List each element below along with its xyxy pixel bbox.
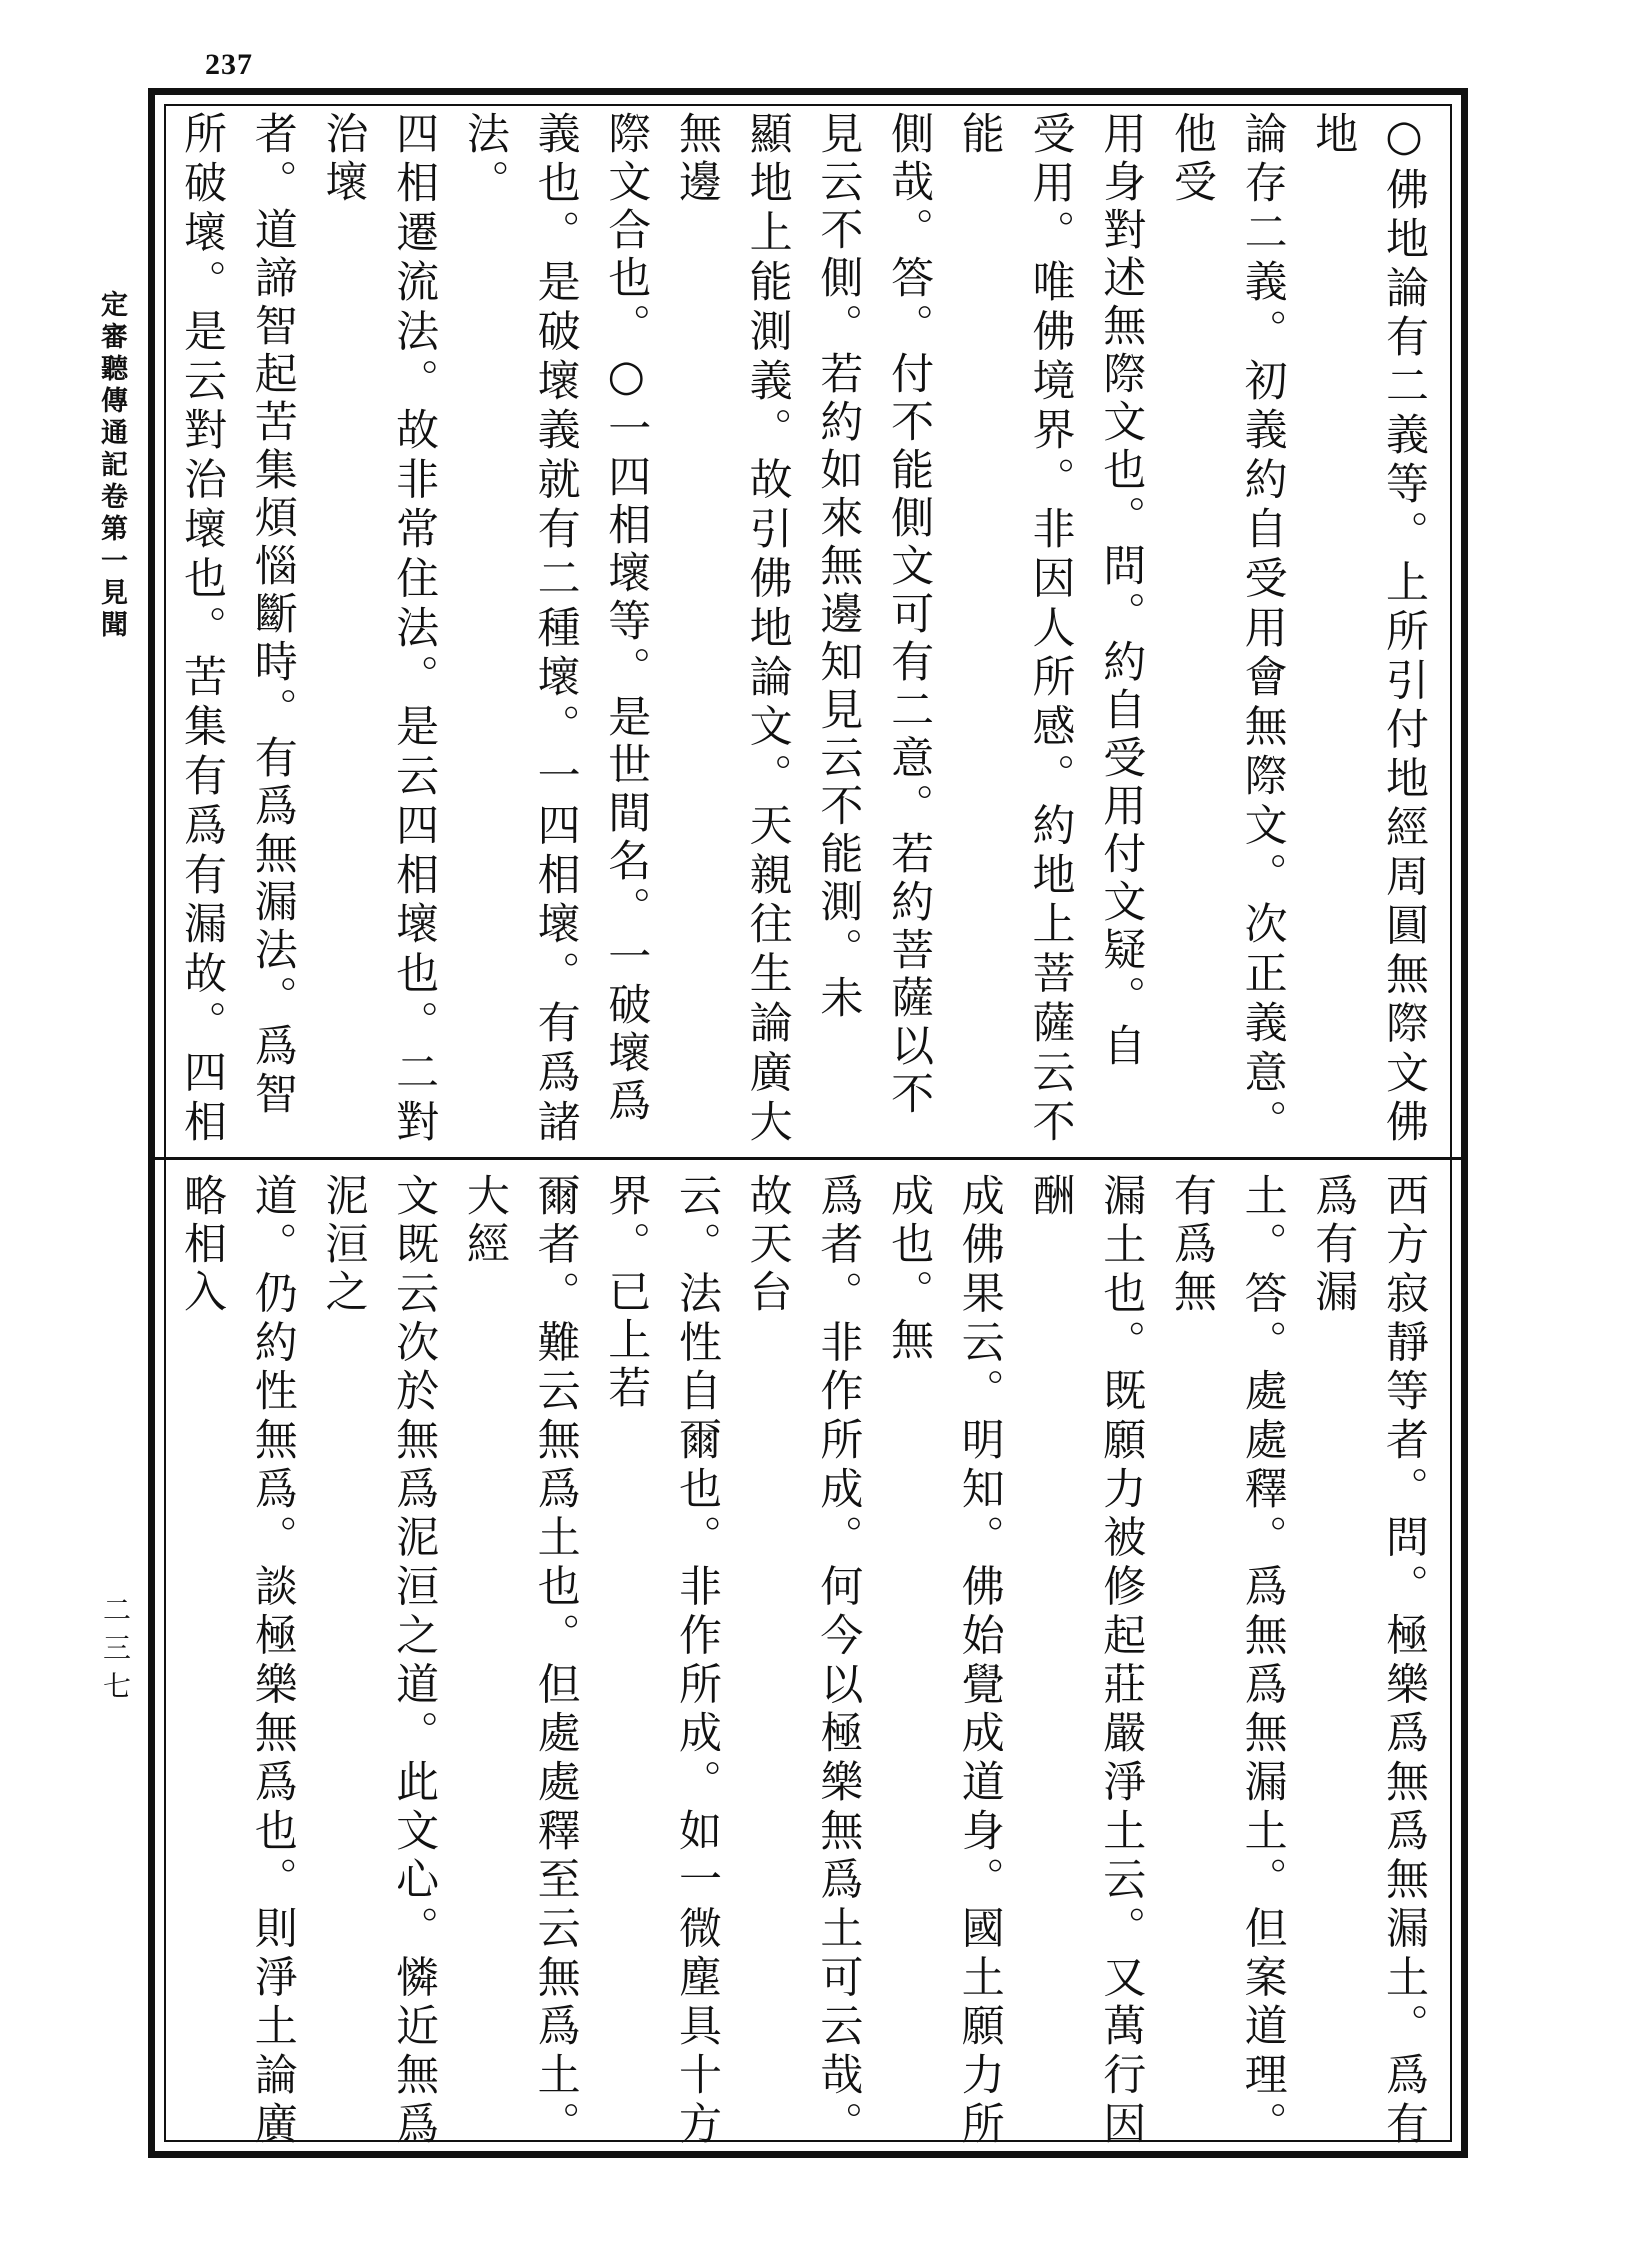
text-column: 所破壞。是云對治壞也。苦集有爲有漏故。四相 — [177, 111, 228, 1147]
lower-text-block — [177, 1173, 1439, 2149]
text-column: 用身對述無際文也。問。約自受用付文疑。自 — [1096, 111, 1147, 1071]
text-column: 西方寂靜等者。問。極樂爲無爲無漏土。爲有爲有漏 — [1308, 1173, 1429, 2149]
page-number: 237 — [205, 48, 253, 81]
text-column: 文既云次於無爲泥洹之道。此文心。憐近無爲泥洹之 — [318, 1173, 440, 2149]
text-column: 義也。是破壞義就有二種壞。一四相壞。有爲諸法。 — [459, 111, 581, 1147]
text-column: 顯地上能測義。故引佛地論文。天親往生論廣大無邊 — [671, 111, 793, 1147]
upper-text-block — [177, 111, 1439, 1147]
folio-kanji: 二三七 — [99, 1595, 132, 1709]
text-column: 四相遷流法。故非常住法。是云四相壞也。二對治壞 — [318, 111, 440, 1147]
text-column: 際文合也。○一四相壞等。是世間名。一破壞爲 — [601, 111, 652, 1126]
lower-register — [177, 1173, 1439, 2149]
register-divider — [155, 1157, 1461, 1160]
text-column: 爲者。非作所成。何今以極樂無爲土可云哉。故天台 — [742, 1173, 864, 2149]
text-column: 云。法性自爾也。非作所成。如一微塵具十方界。已上若 — [601, 1173, 722, 2149]
text-column: 道。仍約性無爲。談極樂無爲也。則淨土論廣略相入 — [177, 1173, 298, 2149]
text-column: 土。答。處處釋。爲無爲無漏土。但案道理。有爲無 — [1166, 1173, 1288, 2149]
page-frame — [148, 88, 1468, 2158]
running-head: 定審聽傳通記卷第一見聞 — [96, 290, 127, 642]
text-column: ○佛地論有二義等。上所引付地經周圓無際文佛地 — [1308, 111, 1429, 1147]
text-column: 爾者。難云無爲土也。但處處釋至云無爲土。大經 — [459, 1173, 581, 2149]
text-column: 漏土也。既願力被修起莊嚴淨土云。又萬行因酬 — [1025, 1173, 1147, 2149]
text-column: 成佛果云。明知。佛始覺成道身。國土願力所成也。無 — [884, 1173, 1005, 2149]
text-column: 論存二義。初義約自受用會無際文。次正義意。他受 — [1166, 111, 1288, 1147]
upper-register — [177, 111, 1439, 1147]
text-column: 者。道諦智起苦集煩惱斷時。有爲無漏法。爲智 — [247, 111, 298, 1119]
text-column: 受用。唯佛境界。非因人所感。約地上菩薩云不能 — [954, 111, 1076, 1147]
text-column: 見云不側。若約如來無邊知見云不能測。未 — [813, 111, 864, 1023]
text-column: 側哉。答。付不能側文可有二意。若約菩薩以不 — [884, 111, 935, 1119]
